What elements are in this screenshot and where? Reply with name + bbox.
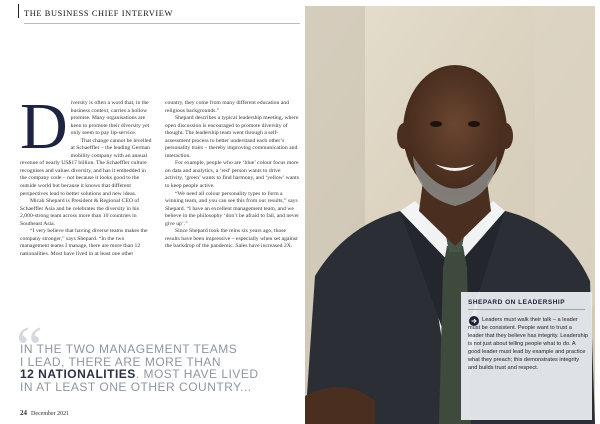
article-paragraph: Shepard describes a typical leadership meeting, where open discussion is encouraged to promote diversity of thought. The leadership team went through a self-assessment process to better understand each other’s personality traits – thereby improving communication and interaction. [165, 115, 299, 159]
pull-quote: IN THE TWO MANAGEMENT TEAMS I LEAD, THERE ARE MORE THAN 12 NATIONALITIES. MOST HAVE LIVED IN AT LEAST ONE OTHER COUNTRY... [20, 342, 259, 394]
issue-date: December 2021 [31, 411, 70, 417]
article-paragraph: That change cannot be levelled at Schaeffler – the leading German mobility company with an annual revenue of nearly US$17 billion. The Schaeffler culture recognises and values diversity, and has it embedded in the company code – not because it looks good to the outside world but because it knows that different perspectives lead to better solutions and new ideas. [20, 137, 152, 197]
article-paragraph: country, they come from many different education and religious backgrounds.” [165, 100, 289, 114]
quote-mark-icon: “ [16, 315, 43, 381]
article-column-1 [20, 90, 154, 258]
article-paragraph: Since Shepard took the reins six years ago, those results have been impressive – especially when set against the backdrop of the pandemic. Sales have increased 2X. [165, 228, 298, 250]
article-paragraph: For example, people who are ‘blue’ colour focus more on data and analytics, a ‘red’ person wants to drive activity, ‘green’ wants to find harmony, and ‘yellow’ wants to keep people active. [165, 160, 299, 190]
article-paragraph: Micah Shepard is President & Regional CEO of Schaeffler Asia and he celebrates the diversity in his 2,000-strong team across more than 10 countries in Southeast Asia. [20, 198, 140, 227]
header-accent-rule [18, 4, 19, 18]
article-paragraph: Diversity is often a word that, in the business context, carries a hollow promise. Many organisations are keen to promote their diversity yet only seem to pay lip-service. [20, 90, 150, 163]
page-number: 24 [20, 409, 27, 417]
page-footer [20, 409, 69, 417]
leadership-sidebar [461, 292, 592, 420]
sidebar-body: Leaders must walk their talk – a leader must be consistent. People want to trust a leader that they believe has integrity. Leadership is not just about telling people what to do. A good leader must lead by example and practice what they preach; this demonstrates integrity and builds trust and respect. [468, 317, 588, 371]
article-paragraph: “I very believe that having diverse teams makes the company stronger,” says Shepard. “In the two management teams I manage, there are more than 12 nationalities. Most have lived in at least one other [20, 228, 148, 257]
drop-cap: D [20, 90, 68, 163]
sidebar-divider [468, 309, 585, 310]
header-divider [24, 23, 300, 24]
article-column-2 [165, 100, 299, 251]
section-header: THE BUSINESS CHIEF INTERVIEW [24, 9, 173, 18]
article-paragraph: “We need all colour personality types to form a winning team, and you can see this from our results,” says Shepard. “I have an excellent management team, and we believe in the philosophy ‘don’t be afraid to fail, and never give up’.” [165, 190, 299, 227]
sidebar-title: SHEPARD ON LEADERSHIP [468, 299, 566, 306]
